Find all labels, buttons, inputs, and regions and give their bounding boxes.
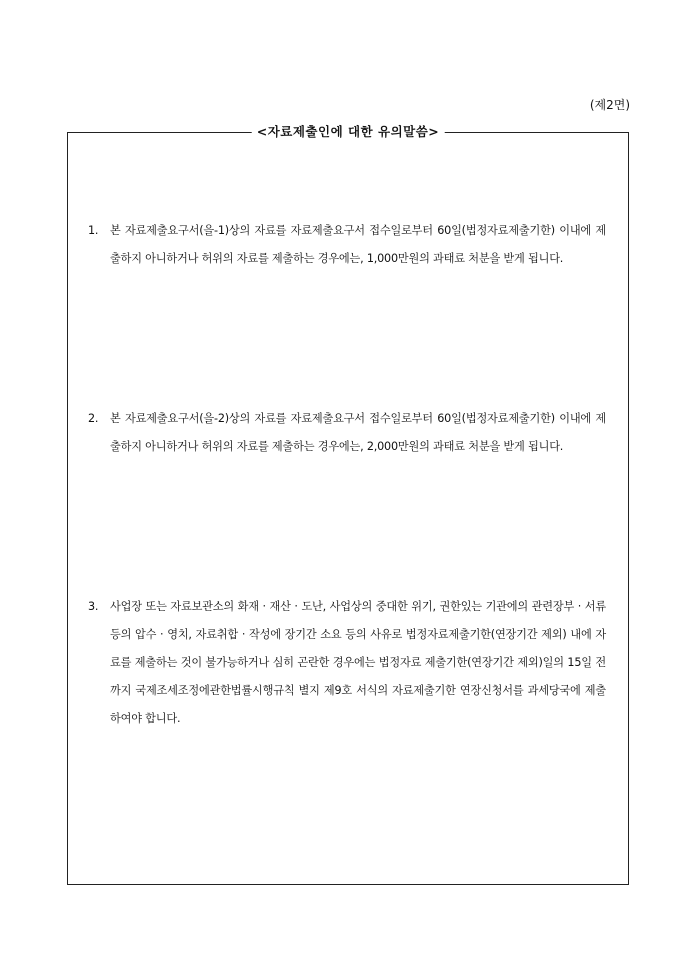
notice-item-3 <box>88 593 606 733</box>
notice-item-number: 1. <box>88 224 99 237</box>
notice-box <box>67 124 629 885</box>
notice-title: <자료제출인에 대한 유의말씀> <box>252 124 445 140</box>
notice-item-2 <box>88 405 606 461</box>
notice-item-text: 사업장 또는 자료보관소의 화재 · 재산 · 도난, 사업상의 중대한 위기, 권한있는 기관에의 관련장부 · 서류 등의 압수 · 영치, 자료취합 · 작성에 장기간 소요 등의 사유로 법정자료제출기한(연장기간 제외) 내에 자료를 제출하는 것이 불가능하거나 심히 곤란한 경우에는 법정자료 제출기한(연장기간 제외)일의 15일 전까지 국제조세조정에관한법률시행규칙 별지 제9호 서식의 자료제출기한 연장신청서를 과세당국에 제출하여야 합니다. <box>110 600 606 725</box>
notice-item-number: 3. <box>88 600 99 613</box>
page-number: (제2면) <box>589 98 630 112</box>
notice-item-number: 2. <box>88 412 99 425</box>
notice-item-1 <box>88 217 606 273</box>
notice-item-text: 본 자료제출요구서(을-1)상의 자료를 자료제출요구서 접수일로부터 60일(법정자료제출기한) 이내에 제출하지 아니하거나 허위의 자료를 제출하는 경우에는, 1,000만원의 과태료 처분을 받게 됩니다. <box>110 224 606 265</box>
notice-item-text: 본 자료제출요구서(을-2)상의 자료를 자료제출요구서 접수일로부터 60일(법정자료제출기한) 이내에 제출하지 아니하거나 허위의 자료를 제출하는 경우에는, 2,000만원의 과태료 처분을 받게 됩니다. <box>110 412 606 453</box>
